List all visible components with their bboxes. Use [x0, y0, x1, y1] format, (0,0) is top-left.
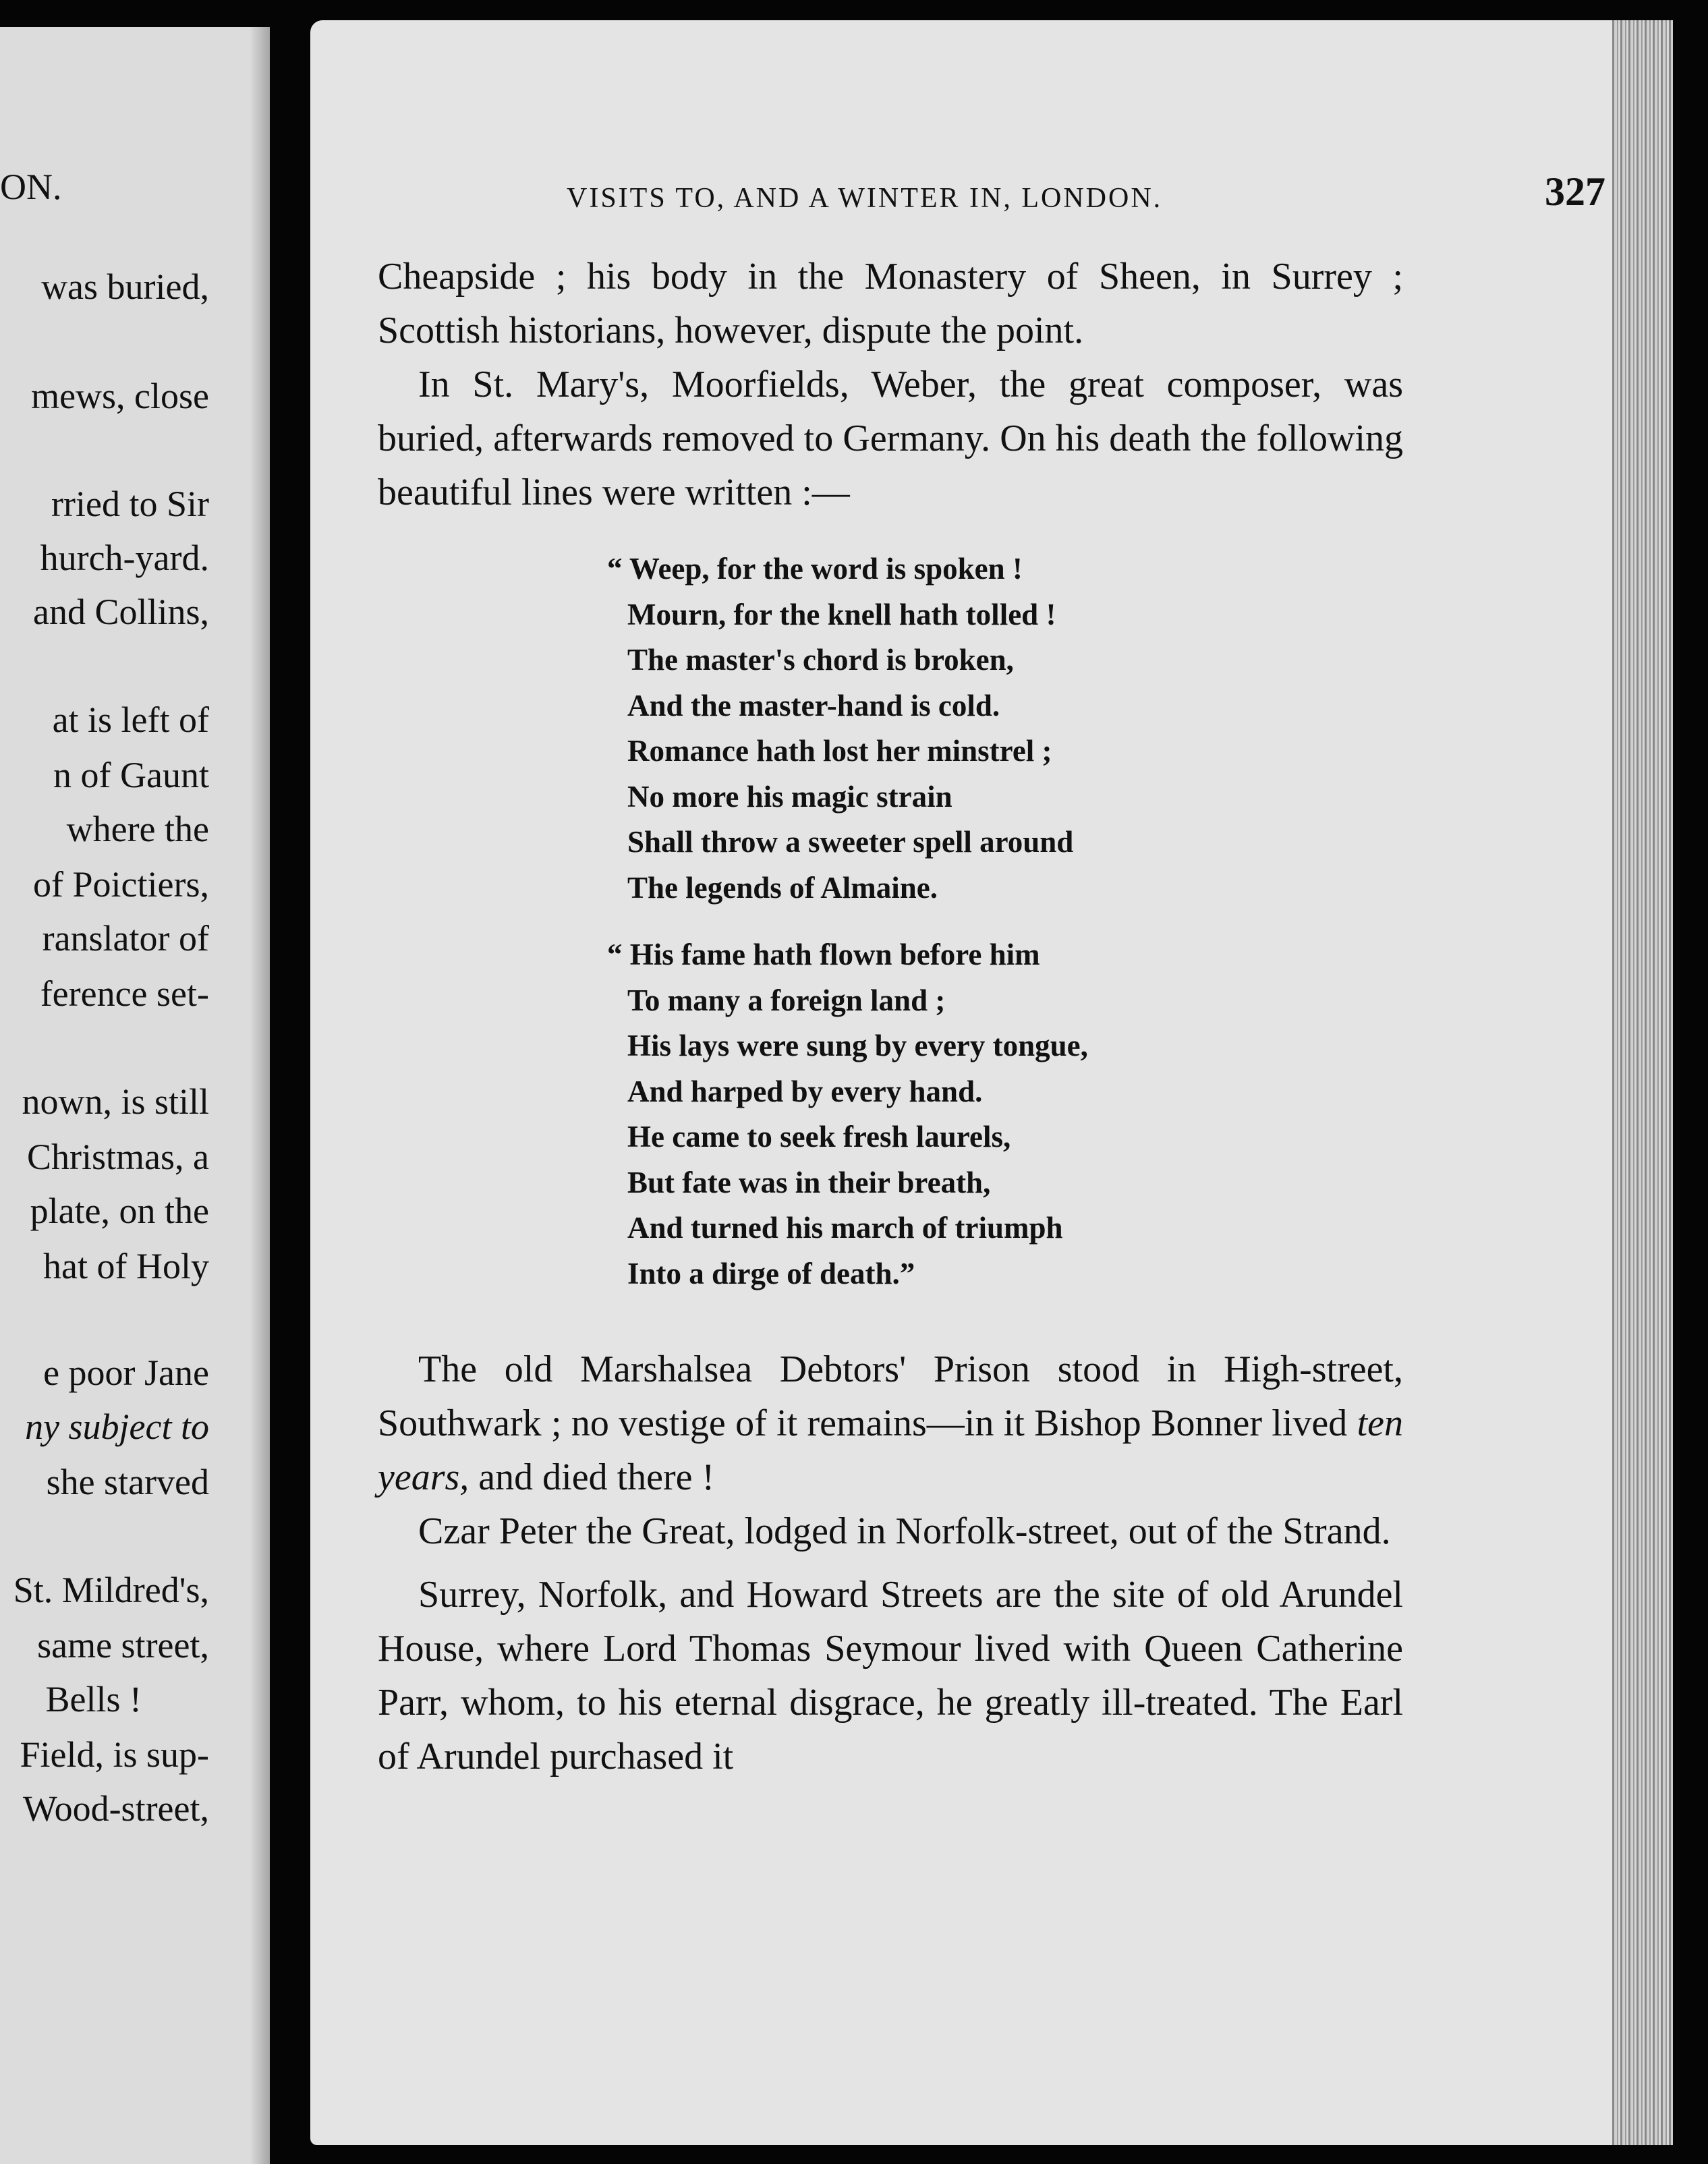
left-line: ranslator of	[42, 918, 209, 959]
left-line: Wood-street,	[22, 1788, 209, 1829]
left-line: hurch-yard.	[40, 538, 209, 578]
poem-line: And turned his march of triumph	[627, 1211, 1063, 1245]
poem-stanza	[607, 932, 1214, 1297]
lower-text	[378, 1342, 1403, 1784]
left-line: of Poictiers,	[33, 864, 209, 905]
paragraph: Surrey, Norfolk, and Howard Streets are the site of old Arundel House, where Lord Thomas Seymour lived with Queen Catherine Parr, whom, to his eternal disgrace, he greatly ill-treated. The Earl of Arundel purchased it	[378, 1574, 1403, 1777]
poem-line: And harped by every hand.	[627, 1074, 983, 1108]
left-line: ON.	[0, 167, 62, 207]
left-line: she starved	[46, 1462, 209, 1502]
book-gutter	[270, 0, 310, 2164]
upper-text	[378, 250, 1403, 519]
page-edges	[1612, 20, 1673, 2145]
page-number: 327	[1545, 169, 1605, 214]
text-run: The old Marshalsea Debtors' Prison stood in High-street, Southwark ; no vestige of it remains—in it Bishop Bonner lived	[378, 1348, 1403, 1444]
poem-line: But fate was in their breath,	[627, 1165, 991, 1199]
paragraph	[378, 1342, 1403, 1504]
left-line: rried to Sir	[51, 484, 209, 524]
poem-line: “ Weep, for the word is spoken !	[607, 552, 1023, 586]
left-line: Christmas, a	[27, 1137, 209, 1177]
poem-line: Into a dirge of death.”	[627, 1256, 915, 1290]
left-line: e poor Jane	[43, 1352, 209, 1393]
poem-line: The master's chord is broken,	[627, 643, 1014, 677]
left-line: nown, is still	[22, 1081, 209, 1122]
facing-page-left	[0, 27, 270, 2164]
poem-line: To many a foreign land ;	[627, 983, 946, 1017]
poem-stanza	[607, 546, 1214, 911]
poem-line: No more his magic strain	[627, 779, 952, 814]
poem-line: Mourn, for the knell hath tolled !	[627, 597, 1056, 631]
poem	[607, 546, 1214, 1318]
poem-line: He came to seek fresh laurels,	[627, 1120, 1011, 1154]
left-line: Bells !	[45, 1679, 142, 1719]
left-line: ny subject to	[25, 1406, 209, 1447]
left-line: plate, on the	[30, 1191, 209, 1231]
left-line: at is left of	[52, 700, 209, 740]
poem-line: Romance hath lost her minstrel ;	[627, 734, 1052, 768]
poem-line: Shall throw a sweeter spell around	[627, 825, 1074, 859]
left-line: hat of Holy	[43, 1246, 209, 1286]
running-title: VISITS TO, AND A WINTER IN, LONDON.	[567, 183, 1163, 214]
left-line: mews, close	[31, 376, 209, 416]
poem-line: And the master-hand is cold.	[627, 688, 1000, 722]
paragraph: In St. Mary's, Moorfields, Weber, the great composer, was buried, afterwards removed to Germany. On his death the following beautiful lines were written :—	[378, 364, 1403, 513]
left-line: and Collins,	[32, 592, 209, 632]
page-327	[310, 20, 1673, 2145]
text-run: and died there !	[469, 1456, 715, 1498]
left-line: was buried,	[41, 266, 209, 307]
left-line: where the	[66, 809, 209, 849]
left-line: n of Gaunt	[53, 755, 209, 795]
poem-line: “ His fame hath flown before him	[607, 938, 1040, 971]
left-line: ference set-	[40, 973, 209, 1014]
italic-text: ten years,	[378, 1402, 1403, 1498]
poem-line: The legends of Almaine.	[627, 870, 938, 905]
paragraph: Cheapside ; his body in the Monastery of Sheen, in Surrey ; Scottish historians, however, dispute the point.	[378, 256, 1403, 351]
poem-line: His lays were sung by every tongue,	[627, 1029, 1088, 1062]
left-line: Field, is sup-	[20, 1734, 209, 1775]
page-shadow	[250, 27, 270, 2164]
left-line: same street,	[37, 1625, 209, 1665]
paragraph: Czar Peter the Great, lodged in Norfolk-street, out of the Strand.	[418, 1510, 1391, 1552]
left-line: St. Mildred's,	[13, 1570, 209, 1610]
